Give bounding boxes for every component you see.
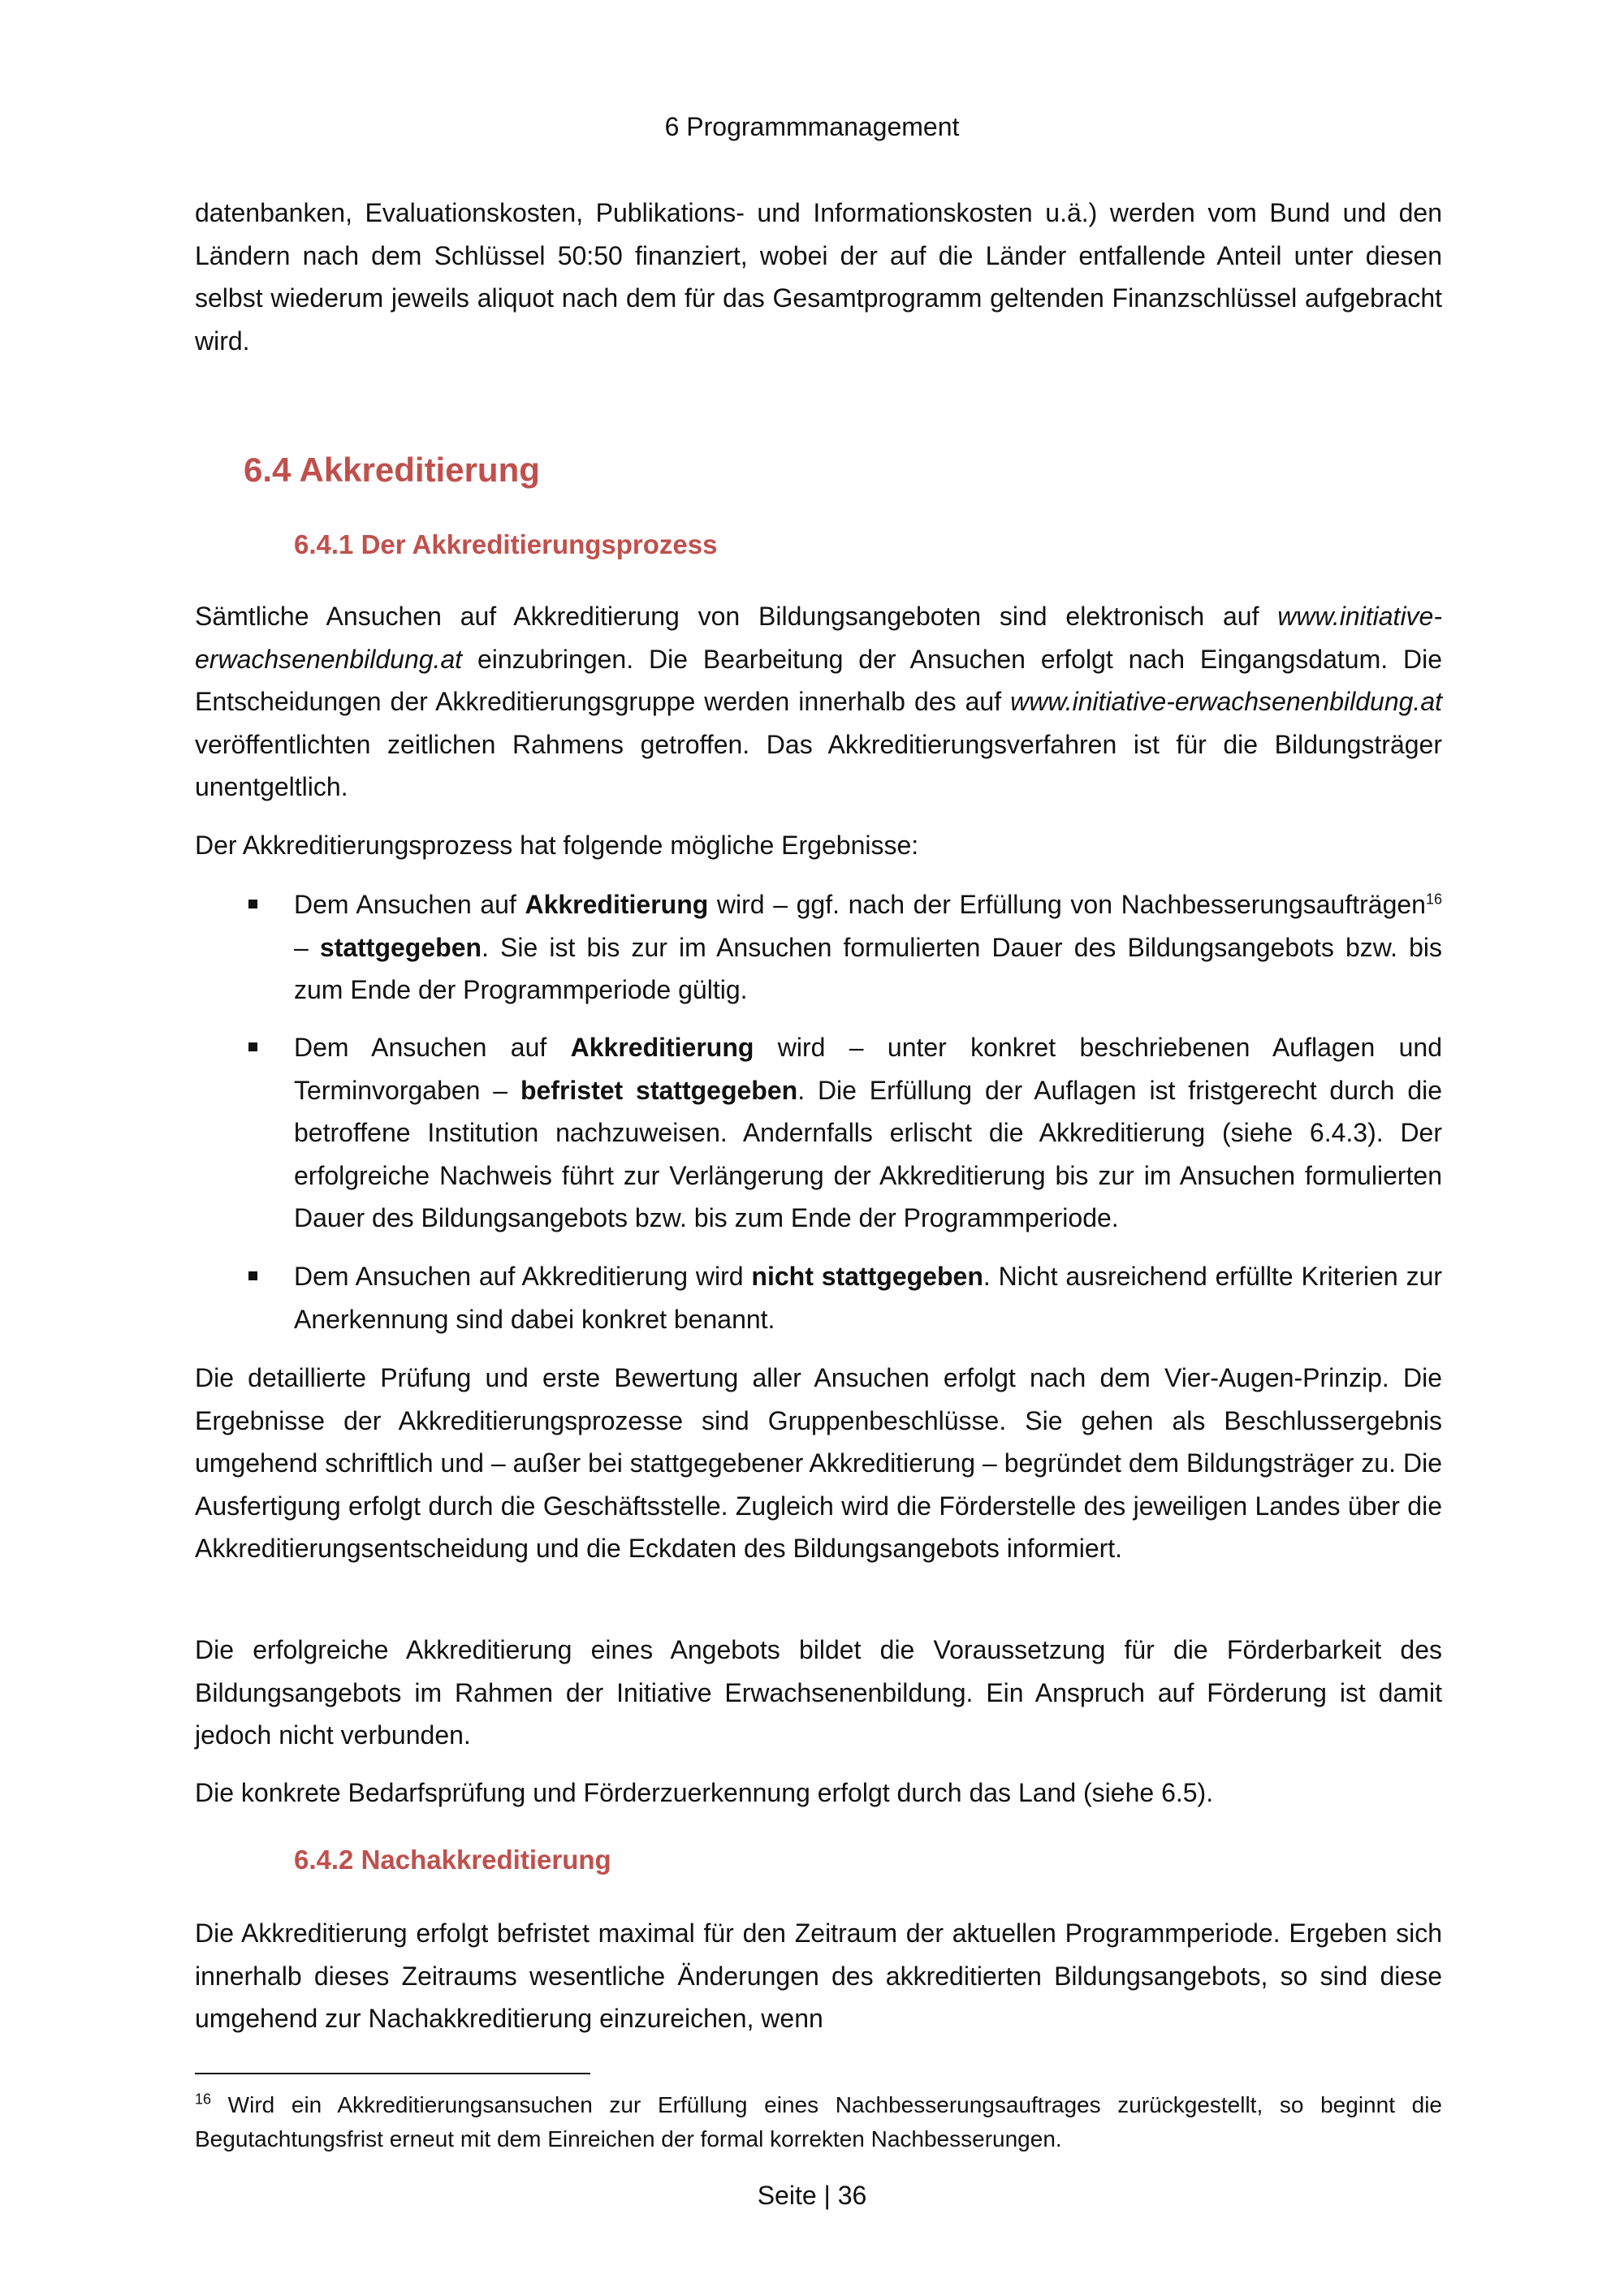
bold-text: befristet stattgegeben bbox=[520, 1075, 798, 1105]
text: wird – unter konkret beschriebenen Auflagen und Terminvorgaben – bbox=[294, 1033, 1443, 1105]
text: Dem Ansuchen auf Akkreditierung wird bbox=[294, 1262, 752, 1291]
paragraph-review: Die detaillierte Prüfung und erste Bewertung aller Ansuchen erfolgt nach dem Vier-Augen-Prinzip. Die Ergebnisse der Akkreditierungsprozesse sind Gruppenbeschlüsse. Sie gehen als Beschlussergebnis umgehend schriftlich und – außer bei stattgegebener Akkreditierung – begründet dem Bildungsträger zu. Die Ausfertigung erfolgt durch die Geschäftsstelle. Zugleich wird die Förderstelle des jeweiligen Landes über die Akkreditierungsentscheidung und die Eckdaten des Bildungsangebots informiert. bbox=[195, 1363, 1442, 1563]
running-header: 6 Programmmanagement bbox=[664, 112, 960, 141]
bold-text: Akkreditierung bbox=[525, 890, 709, 919]
bold-text: Akkreditierung bbox=[570, 1033, 754, 1062]
bullet-icon bbox=[248, 1271, 257, 1280]
bold-text: nicht stattgegeben bbox=[751, 1262, 983, 1291]
paragraph-results-intro: Der Akkreditierungsprozess hat folgende mögliche Ergebnisse: bbox=[195, 831, 919, 860]
footnote-ref[interactable]: 16 bbox=[1425, 891, 1443, 908]
section-heading-6-4: 6.4 Akkreditierung bbox=[244, 451, 540, 489]
website-link[interactable]: www.initiative-erwachsenenbildung.at bbox=[195, 602, 1442, 674]
text: Dem Ansuchen auf bbox=[294, 890, 525, 919]
text: wird – ggf. nach der Erfüllung von Nachbesserungsaufträgen bbox=[708, 890, 1426, 919]
text: . Die Erfüllung der Auflagen ist fristgerecht durch die betroffene Institution nachzuweisen. Andernfalls erlischt die Akkreditierung (siehe 6.4.3). Der erfolgreiche Nachweis führt zur Verlängerung der Akkreditierung bis zur im Ansuchen formulierten Dauer des Bildungsangebots bzw. bis zum Ende der Programmperiode. bbox=[294, 1075, 1443, 1232]
paragraph-submission bbox=[195, 595, 1442, 809]
bullet-icon bbox=[248, 900, 257, 908]
text: – bbox=[294, 932, 320, 962]
website-link[interactable]: www.initiative-erwachsenenbildung.at bbox=[1010, 687, 1442, 716]
paragraph-land: Die konkrete Bedarfsprüfung und Förderzuerkennung erfolgt durch das Land (siehe 6.5). bbox=[195, 1778, 1214, 1807]
text: einzubringen. Die Bearbeitung der Ansuchen erfolgt nach Eingangsdatum. Die Entscheidungen der Akkreditierungsgruppe werden innerhalb des auf bbox=[195, 644, 1442, 716]
text: . Sie ist bis zur im Ansuchen formulierten Dauer des Bildungsangebots bzw. bis zum Ende der Programmperiode gültig. bbox=[294, 932, 1443, 1004]
footnote bbox=[195, 2088, 1442, 2156]
page-number: Seite | 36 bbox=[757, 2181, 867, 2210]
footnote-divider bbox=[195, 2073, 590, 2074]
list-item bbox=[294, 883, 1442, 1012]
subsection-heading-6-4-2: 6.4.2 Nachakkreditierung bbox=[294, 1845, 611, 1875]
text: . Nicht ausreichend erfüllte Kriterien zur Anerkennung sind dabei konkret benannt. bbox=[294, 1262, 1443, 1334]
bullet-icon bbox=[248, 1042, 257, 1051]
subsection-heading-6-4-1: 6.4.1 Der Akkreditierungsprozess bbox=[294, 529, 718, 559]
text: veröffentlichten zeitlichen Rahmens getroffen. Das Akkreditierungsverfahren ist für die Bildungsträger unentgeltlich. bbox=[195, 729, 1442, 801]
list-item bbox=[294, 1026, 1442, 1240]
paragraph-funding: Die erfolgreiche Akkreditierung eines Angebots bildet die Voraussetzung für die Förderbarkeit des Bildungsangebots im Rahmen der Initiative Erwachsenenbildung. Ein Anspruch auf Förderung ist damit jedoch nicht verbunden. bbox=[195, 1635, 1442, 1750]
bold-text: stattgegeben bbox=[319, 932, 482, 962]
footnote-number: 16 bbox=[195, 2091, 212, 2108]
paragraph-reaccreditation: Die Akkreditierung erfolgt befristet maximal für den Zeitraum der aktuellen Programmperiode. Ergeben sich innerhalb dieses Zeitraums wesentliche Änderungen des akkreditierten Bildungsangebots, so sind diese umgehend zur Nachakkreditierung einzureichen, wenn bbox=[195, 1918, 1442, 2033]
list-item bbox=[294, 1255, 1442, 1340]
text: Sämtliche Ansuchen auf Akkreditierung von Bildungsangeboten sind elektronisch auf bbox=[195, 602, 1278, 631]
paragraph-continuation: datenbanken, Evaluationskosten, Publikations- und Informationskosten u.ä.) werden vom Bund und den Ländern nach dem Schlüssel 50:50 finanziert, wobei der auf die Länder entfallende Anteil unter diesen selbst wiederum jeweils aliquot nach dem für das Gesamtprogramm geltenden Finanzschlüssel aufgebracht wird. bbox=[195, 198, 1442, 356]
text: Dem Ansuchen auf bbox=[294, 1033, 571, 1062]
footnote-text: Wird ein Akkreditierungsansuchen zur Erfüllung eines Nachbesserungsauftrages zurückgestellt, so beginnt die Begutachtungsfrist erneut mit dem Einreichen der formal korrekten Nachbesserungen. bbox=[195, 2092, 1442, 2151]
